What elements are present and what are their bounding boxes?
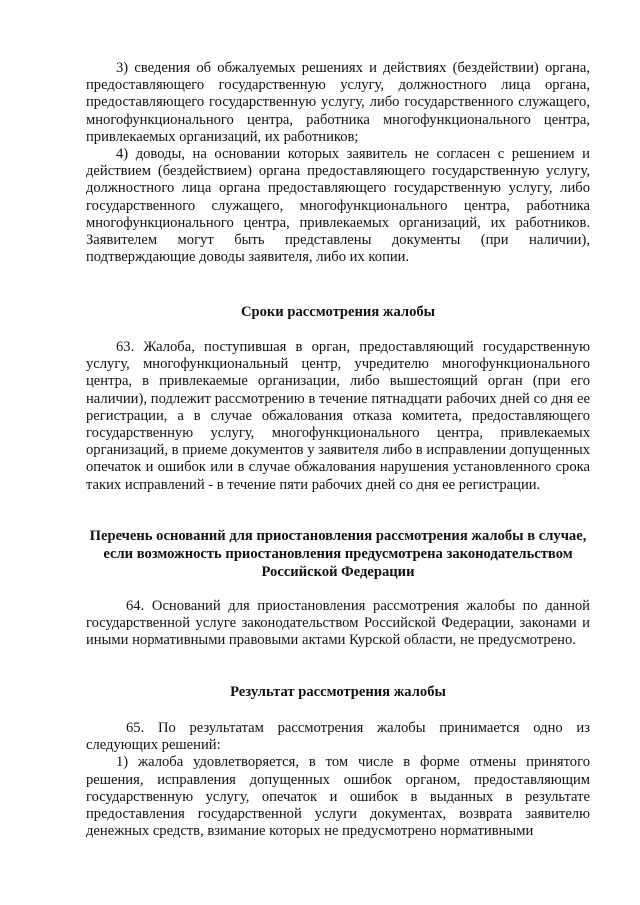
section-63: [86, 339, 590, 494]
paragraph-64: 64. Оснований для приостановления рассмотрения жалобы по данной государственной услуге законодательством Российской Федерации, законами и иными нормативными правовыми актами Курской области, не предусмотрено.: [86, 598, 590, 649]
heading-terms: Сроки рассмотрения жалобы: [240, 304, 436, 320]
paragraph-63: 63. Жалоба, поступившая в орган, предоставляющий государственную услугу, многофункциональный центр, учредителю многофункционального центра, в привлекаемые организации, либо вышестоящий орган (при его наличии), подлежит рассмотрению в течение пятнадцати рабочих дней со дня ее регистрации, а в случае обжалования отказа комитета, предоставляющего государственную услугу, многофункционального центра, привлекаемых организаций, в приеме документов у заявителя либо в исправлении допущенных опечаток и ошибок или в случае обжалования нарушения установленного срока таких исправлений - в течение пяти рабочих дней со дня ее регистрации.: [86, 339, 590, 493]
paragraph-65: 65. По результатам рассмотрения жалобы принимается одно из следующих решений:: [86, 720, 590, 754]
paragraph-65-item-1: 1) жалоба удовлетворяется, в том числе в форме отмены принятого решения, исправления допущенных ошибок органом, предоставляющим государственную услугу, опечаток и ошибок в выданных в результате предоставления государственной услуги документах, возврата заявителю денежных средств, взимание которых не предусмотрено нормативными: [86, 754, 590, 840]
paragraph-item-3: 3) сведения об обжалуемых решениях и действиях (бездействии) органа, предоставляющего государственную услугу, должностного лица органа, предоставляющего государственную услугу, либо государственного служащего, многофункционального центра, работника многофункционального центра, привлекаемых организаций, их работников;: [86, 60, 590, 145]
heading-result: Результат рассмотрения жалобы: [230, 684, 446, 700]
section-65: [86, 720, 590, 840]
paragraph-item-4: 4) доводы, на основании которых заявитель не согласен с решением и действием (бездействием) органа предоставляющего государственную услугу, должностного лица органа предоставляющего государственную услугу, либо государственного служащего, многофункционального центра, работника многофункционального центра, привлекаемых организаций, их работников. Заявителем могут быть представлены документы (при наличии), подтверждающие доводы заявителя, либо их копии.: [86, 146, 590, 266]
heading-suspension: Перечень оснований для приостановления рассмотрения жалобы в случае, если возможность приостановления предусмотрена законодательством Российской Федерации: [89, 528, 587, 580]
paragraphs-top: [86, 60, 590, 266]
section-64: [86, 598, 590, 650]
